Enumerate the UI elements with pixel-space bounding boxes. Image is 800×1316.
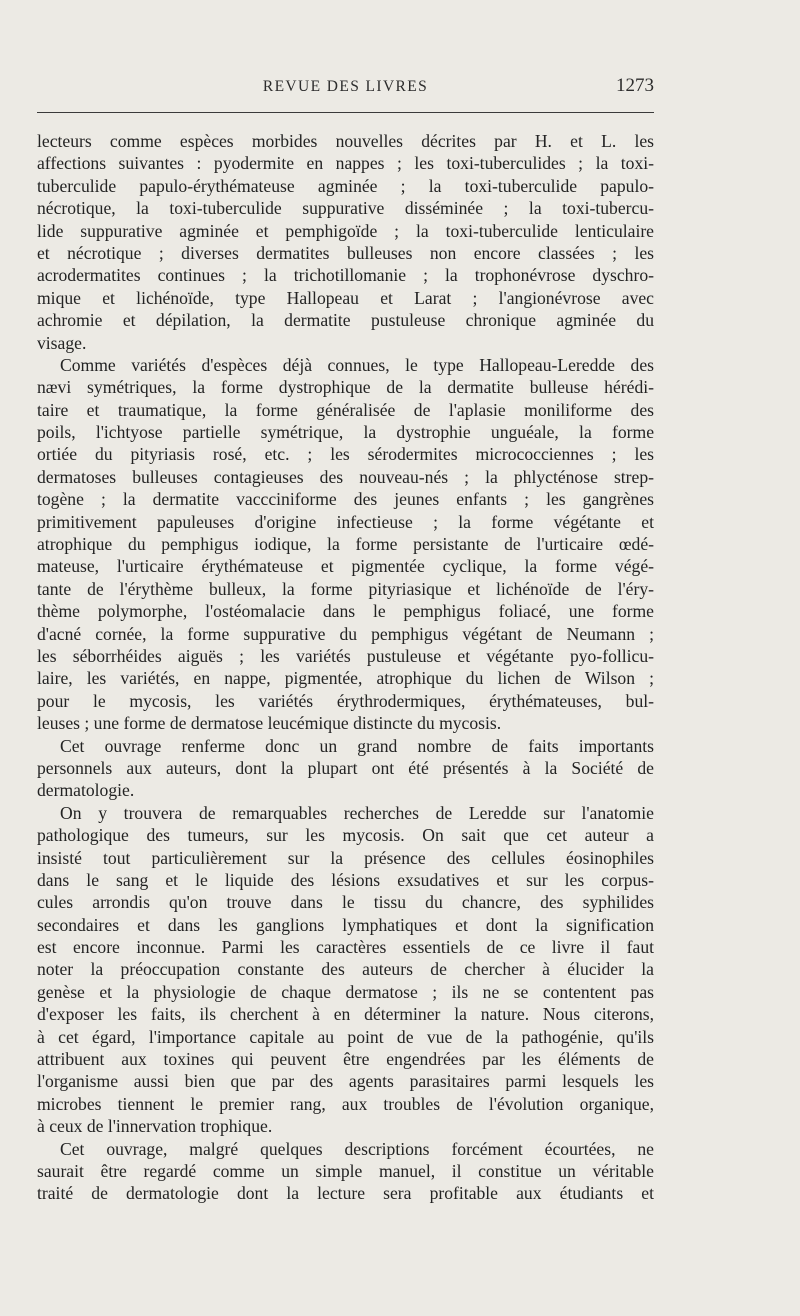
text-line: togène ; la dermatite vaccciniforme des jeunes enfants ; les gangrènes	[37, 489, 654, 510]
text-line: mique et lichénoïde, type Hallopeau et Larat ; l'angionévrose avec	[37, 287, 654, 308]
text-line: ortiée du pityriasis rosé, etc. ; les sérodermites micrococciennes ; les	[37, 444, 654, 465]
page-number: 1273	[616, 75, 654, 96]
text-line: laire, les variétés, en nappe, pigmentée, atrophique du lichen de Wilson ;	[37, 668, 654, 689]
text-line: dermatoses bulleuses contagieuses des nouveau-nés ; la phlycténose strep-	[37, 466, 654, 487]
text-line: achromie et dépilation, la dermatite pustuleuse chronique agminée du	[37, 310, 654, 331]
text-line: genèse et la physiologie de chaque dermatose ; ils ne se contentent pas	[37, 981, 654, 1002]
text-line: Cet ouvrage, malgré quelques descriptions forcément écourtées, ne	[60, 1138, 654, 1159]
text-line: dermatologie.	[37, 780, 135, 801]
text-line: poils, l'ichtyose partielle symétrique, la dystrophie unguéale, la forme	[37, 422, 654, 443]
text-line: secondaires et dans les ganglions lymphatiques et dont la signification	[37, 914, 654, 935]
text-line: microbes tiennent le premier rang, aux troubles de l'évolution organique,	[37, 1093, 654, 1114]
text-line: noter la préoccupation constante des auteurs de chercher à élucider la	[37, 959, 654, 980]
text-line: pour le mycosis, les variétés érythrodermiques, érythémateuses, bul-	[37, 690, 654, 711]
text-line: thème polymorphe, l'ostéomalacie dans le pemphigus foliacé, une forme	[37, 601, 654, 622]
text-line: attribuent aux toxines qui peuvent être engendrées par les éléments de	[37, 1049, 654, 1070]
text-line: est encore inconnue. Parmi les caractères essentiels de ce livre il faut	[37, 937, 654, 958]
text-line: les séborrhéides aiguës ; les variétés pustuleuse et végétante pyo-follicu-	[37, 645, 654, 666]
text-line: à cet égard, l'importance capitale au point de vue de la pathogénie, qu'ils	[37, 1026, 654, 1047]
text-line: d'exposer les faits, ils cherchent à en déterminer la nature. Nous citerons,	[37, 1004, 654, 1025]
text-line: et nécrotique ; diverses dermatites bulleuses non encore classées ; les	[37, 242, 654, 263]
text-line: taire et traumatique, la forme généralisée de l'aplasie moniliforme des	[37, 399, 654, 420]
paragraph	[37, 354, 654, 735]
text-line: nævi symétriques, la forme dystrophique de la dermatite bulleuse hérédi-	[37, 377, 654, 398]
paragraph	[37, 1138, 654, 1205]
paragraph	[37, 802, 654, 1138]
text-line: saurait être regardé comme un simple manuel, il constitue un véritable	[37, 1160, 654, 1181]
header-rule	[37, 112, 654, 113]
text-line: l'organisme aussi bien que par des agents parasitaires parmi lesquels les	[37, 1071, 654, 1092]
text-line: traité de dermatologie dont la lecture sera profitable aux étudiants et	[37, 1183, 654, 1204]
text-line: nécrotique, la toxi-tuberculide suppurative disséminée ; la toxi-tubercu-	[37, 198, 654, 219]
text-line: lide suppurative agminée et pemphigoïde ; la toxi-tuberculide lenticulaire	[37, 220, 654, 241]
text-line: dans le sang et le liquide des lésions exsudatives et sur les corpus-	[37, 869, 654, 890]
text-line: mateuse, l'urticaire érythémateuse et pigmentée cyclique, la forme végé-	[37, 556, 654, 577]
text-line: d'acné cornée, la forme suppurative du pemphigus végétant de Neumann ;	[37, 623, 654, 644]
running-title: REVUE DES LIVRES	[262, 78, 429, 95]
paragraph	[37, 735, 654, 802]
text-line: lecteurs comme espèces morbides nouvelles décrites par H. et L. les	[37, 131, 654, 151]
text-line: insisté tout particulièrement sur la présence des cellules éosinophiles	[37, 847, 654, 868]
text-line: affections suivantes : pyodermite en nappes ; les toxi-tuberculides ; la toxi-	[37, 153, 654, 174]
text-line: tuberculide papulo-érythémateuse agminée ; la toxi-tuberculide papulo-	[37, 175, 654, 196]
text-line: personnels aux auteurs, dont la plupart ont été présentés à la Société de	[37, 757, 654, 778]
paragraph	[37, 130, 654, 354]
text-line: tante de l'érythème bulleux, la forme pityriasique et lichénoïde de l'éry-	[37, 578, 654, 599]
text-line: Comme variétés d'espèces déjà connues, le type Hallopeau-Leredde des	[60, 354, 654, 375]
text-line: visage.	[37, 332, 87, 353]
text-line: On y trouvera de remarquables recherches de Leredde sur l'anatomie	[60, 802, 654, 823]
text-line: pathologique des tumeurs, sur les mycosis. On sait que cet auteur a	[37, 825, 654, 846]
text-line: acrodermatites continues ; la trichotillomanie ; la trophonévrose dyschro-	[37, 265, 654, 286]
text-line: primitivement papuleuses d'origine infectieuse ; la forme végétante et	[37, 511, 654, 532]
text-line: cules arrondis qu'on trouve dans le tissu du chancre, des syphilides	[37, 892, 654, 913]
text-line: atrophique du pemphigus iodique, la forme persistante de l'urticaire œdé-	[37, 534, 654, 555]
text-line: Cet ouvrage renferme donc un grand nombre de faits importants	[60, 735, 654, 756]
running-head	[37, 75, 654, 102]
text-line: leuses ; une forme de dermatose leucémique distincte du mycosis.	[37, 713, 502, 734]
text-line: à ceux de l'innervation trophique.	[37, 1116, 273, 1137]
body-text	[37, 130, 654, 1205]
